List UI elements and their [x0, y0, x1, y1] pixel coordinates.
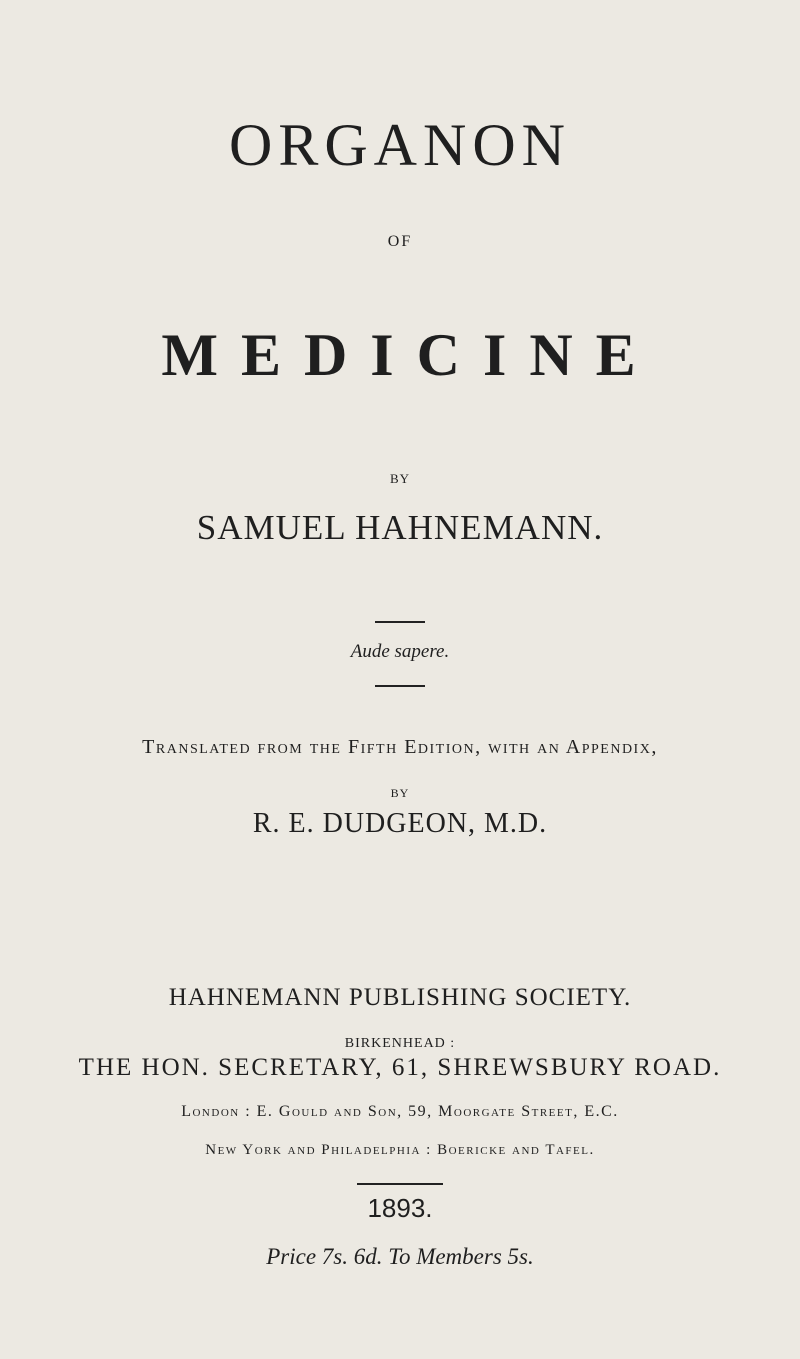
year-rule	[357, 1183, 443, 1185]
publisher-name: HAHNEMANN PUBLISHING SOCIETY.	[168, 984, 632, 1011]
publisher-london: London : E. Gould and Son, 59, Moorgate Street, E.C.	[181, 1103, 619, 1120]
motto-rule-top	[375, 621, 425, 623]
author-name: SAMUEL HAHNEMANN.	[196, 508, 604, 547]
title-organon: ORGANON	[229, 112, 571, 178]
title-of: OF	[387, 233, 413, 250]
translator-by: BY	[390, 786, 410, 800]
author-by: BY	[389, 471, 411, 486]
translator-name: R. E. DUDGEON, M.D.	[252, 808, 548, 839]
motto-rule-bottom	[375, 685, 425, 687]
publisher-city: BIRKENHEAD :	[344, 1036, 456, 1051]
motto: Aude sapere.	[350, 641, 450, 662]
publisher-address: THE HON. SECRETARY, 61, SHREWSBURY ROAD.	[78, 1054, 722, 1081]
translation-note: Translated from the Fifth Edition, with an Appendix,	[142, 736, 658, 758]
publication-year: 1893.	[367, 1193, 433, 1223]
price-line: Price 7s. 6d. To Members 5s.	[266, 1244, 534, 1269]
title-medicine: MEDICINE	[161, 322, 659, 388]
publisher-new-york: New York and Philadelphia : Boericke and Tafel.	[205, 1142, 595, 1158]
